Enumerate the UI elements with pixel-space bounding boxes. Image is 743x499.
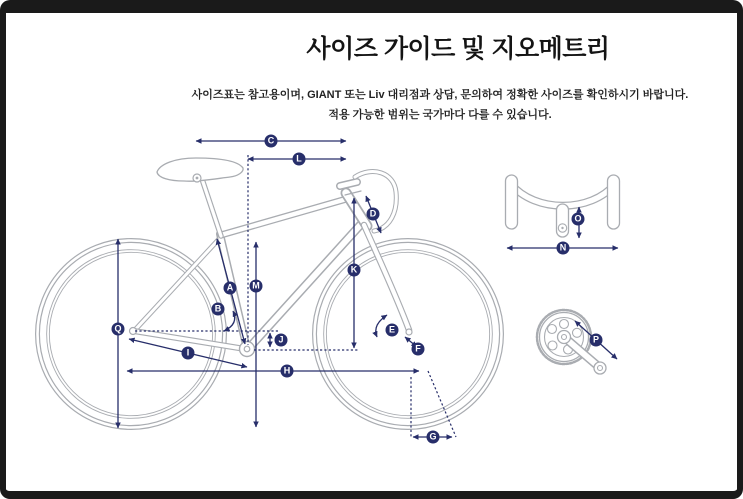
dim-label-m: M bbox=[250, 280, 263, 293]
dim-label-f: F bbox=[412, 343, 425, 356]
dim-label-i: I bbox=[182, 347, 195, 360]
dim-label-a: A bbox=[224, 282, 237, 295]
dim-label-e: E bbox=[386, 324, 399, 337]
subtitle-line-1: 사이즈표는 참고용이며, GIANT 또는 Liv 대리점과 상담, 문의하여 정확한 사이즈를 확인하시기 바랍니다. bbox=[191, 89, 689, 101]
subtitle-line-2: 적용 가능한 범위는 국가마다 다를 수 있습니다. bbox=[328, 109, 552, 121]
page-title: 사이즈 가이드 및 지오메트리 bbox=[306, 35, 610, 63]
handlebar-front-drawing bbox=[506, 175, 620, 237]
dim-label-q: Q bbox=[112, 323, 125, 336]
dim-label-p: P bbox=[590, 334, 603, 347]
dim-label-g: G bbox=[427, 431, 440, 444]
dim-label-b: B bbox=[212, 303, 225, 316]
dim-label-l: L bbox=[293, 153, 306, 166]
dim-label-k: K bbox=[348, 264, 361, 277]
dim-label-n: N bbox=[557, 242, 570, 255]
bike-side-drawing bbox=[38, 158, 502, 428]
dim-label-c: C bbox=[265, 135, 278, 148]
dim-label-d: D bbox=[367, 208, 380, 221]
dim-label-h: H bbox=[281, 365, 294, 378]
dimension-arrows bbox=[118, 141, 618, 437]
dim-label-j: J bbox=[275, 334, 288, 347]
dim-label-o: O bbox=[572, 213, 585, 226]
